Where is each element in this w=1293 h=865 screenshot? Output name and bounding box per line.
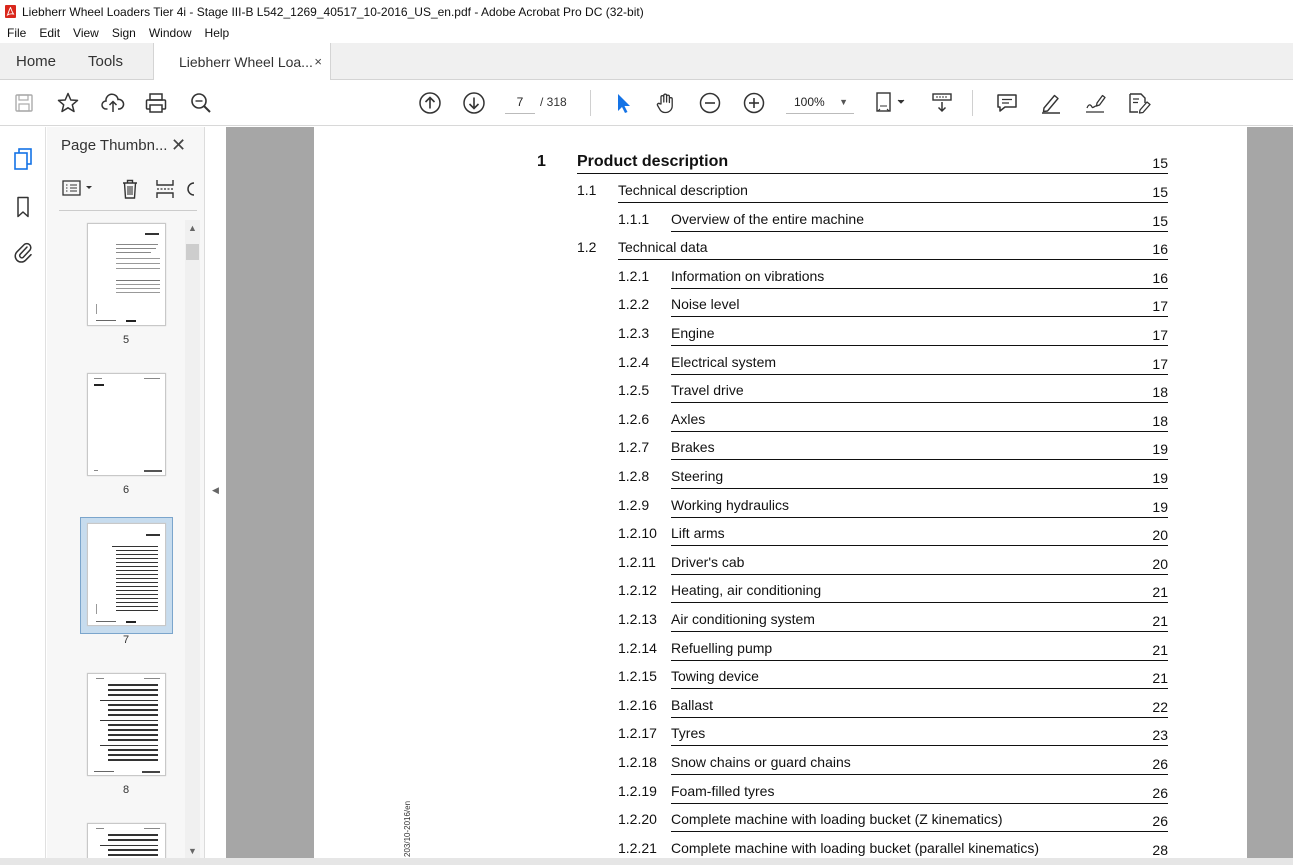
menu-window[interactable]: Window: [148, 26, 192, 40]
toc-entry-title: Refuelling pump: [671, 640, 773, 656]
toc-entry-title: Axles: [671, 411, 706, 427]
toc-entry-page: 26: [1152, 756, 1168, 772]
toc-entry-page: 19: [1152, 470, 1168, 486]
toc-entry-title: Air conditioning system: [671, 611, 815, 627]
page-thumbnails-panel: [47, 127, 205, 865]
highlight-icon[interactable]: [1038, 90, 1064, 116]
print-icon[interactable]: [143, 90, 169, 116]
toc-chapter-number: 1: [537, 153, 546, 170]
toc-entry-number: 1.2.14: [618, 640, 657, 656]
thumbnail-page-6[interactable]: [87, 373, 166, 476]
toc-entry-number: 1.2.3: [618, 325, 650, 341]
toc-entry-page: 21: [1152, 584, 1168, 600]
toc-entry-page: 15: [1152, 213, 1168, 229]
toc-entry-page: 19: [1152, 441, 1168, 457]
insert-page-icon[interactable]: [154, 178, 176, 205]
toc-rule: [671, 545, 1168, 546]
toc-entry-number: 1.2.19: [618, 783, 657, 799]
toc-rule: [671, 631, 1168, 632]
toc-entry-row[interactable]: [314, 725, 1168, 745]
toc-entry-row[interactable]: [314, 697, 1168, 717]
toc-rule: [671, 345, 1168, 346]
side-footer-text: 203/10-2016/en: [403, 800, 412, 857]
toc-entry-page: 19: [1152, 499, 1168, 515]
toc-entry-page: 17: [1152, 356, 1168, 372]
save-icon[interactable]: [11, 90, 37, 116]
thumbnail-label-5: 5: [122, 334, 130, 346]
toc-entry-number: 1.2.12: [618, 582, 657, 598]
toc-entry-page: 23: [1152, 727, 1168, 743]
scrollbar-thumb[interactable]: [186, 244, 199, 260]
toc-entry-page: 21: [1152, 642, 1168, 658]
zoom-level-select[interactable]: [786, 90, 854, 114]
toc-rule: [577, 173, 1168, 174]
toc-entry-page: 16: [1152, 241, 1168, 257]
toc-entry-number: 1.2.17: [618, 725, 657, 741]
toc-entry-row[interactable]: [314, 640, 1168, 660]
toc-entry-number: 1.2.1: [618, 268, 650, 284]
tab-document[interactable]: [153, 43, 331, 81]
tab-home[interactable]: Home: [16, 53, 57, 70]
menu-edit[interactable]: Edit: [39, 26, 61, 40]
toc-entry-number: 1.1: [577, 182, 597, 198]
zoom-level-value: 100%: [794, 95, 825, 109]
attachments-icon[interactable]: [11, 240, 35, 264]
toc-entry-row[interactable]: [314, 582, 1168, 602]
toc-entry-number: 1.2.11: [618, 554, 656, 570]
toc-entry-title: Towing device: [671, 668, 759, 684]
tab-tools[interactable]: Tools: [88, 53, 124, 70]
toc-chapter-row[interactable]: [314, 153, 1168, 173]
toc-rule: [671, 803, 1168, 804]
toc-rule: [671, 288, 1168, 289]
page-up-icon[interactable]: [417, 90, 443, 116]
tab-bar: [0, 43, 1293, 80]
thumbnail-page-7[interactable]: [87, 523, 166, 626]
thumbnails-scrollbar[interactable]: [185, 220, 200, 860]
pdf-page: [314, 127, 1247, 865]
toolbar-divider: [972, 90, 973, 116]
toc-entry-number: 1.2.8: [618, 468, 650, 484]
toc-entry-row[interactable]: [314, 182, 1168, 202]
toc-rule: [671, 688, 1168, 689]
toc-entry-page: 20: [1152, 556, 1168, 572]
toc-entry-title: Technical data: [618, 239, 708, 255]
toc-entry-number: 1.1.1: [618, 211, 650, 227]
toc-entry-row[interactable]: [314, 611, 1168, 631]
toc-entry-row[interactable]: [314, 325, 1168, 345]
upload-icon[interactable]: [100, 90, 126, 116]
toc-entry-row[interactable]: [314, 296, 1168, 316]
toc-entry-page: 28: [1152, 842, 1168, 858]
toc-entry-row[interactable]: [314, 497, 1168, 517]
menu-view[interactable]: View: [73, 26, 99, 40]
toc-rule: [671, 402, 1168, 403]
rotate-page-icon[interactable]: [185, 178, 195, 205]
chevron-down-icon: ▼: [839, 97, 848, 107]
toc-entry-title: Driver's cab: [671, 554, 745, 570]
scroll-mode-icon[interactable]: [929, 90, 955, 116]
toc-entry-row[interactable]: [314, 354, 1168, 374]
toc-entry-title: Tyres: [671, 725, 706, 741]
toc-rule: [671, 831, 1168, 832]
toc-entry-title: Overview of the entire machine: [671, 211, 864, 227]
page-count: / 318: [540, 95, 567, 109]
toc-entry-page: 20: [1152, 527, 1168, 543]
page-number-input[interactable]: 7: [505, 90, 535, 114]
toc-entry-page: 18: [1152, 413, 1168, 429]
toc-rule: [671, 231, 1168, 232]
side-footer: [403, 797, 415, 865]
bookmark-star-icon[interactable]: [55, 90, 81, 116]
toc-entry-title: Engine: [671, 325, 715, 341]
toc-chapter-page: 15: [1152, 155, 1168, 171]
thumbnail-label-6: 6: [122, 484, 130, 496]
toc-entry-title: Lift arms: [671, 525, 725, 541]
toc-rule: [671, 602, 1168, 603]
toc-entry-title: Travel drive: [671, 382, 744, 398]
thumbnail-page-8[interactable]: [87, 673, 166, 776]
fit-page-icon[interactable]: [872, 90, 910, 116]
tab-document-label: Liebherr Wheel Loa...: [179, 54, 313, 70]
toc-entry-row[interactable]: [314, 382, 1168, 402]
toc-entry-number: 1.2.9: [618, 497, 650, 513]
toc-entry-page: 17: [1152, 327, 1168, 343]
toc-rule: [671, 660, 1168, 661]
search-zoom-icon[interactable]: [188, 90, 214, 116]
toc-entry-number: 1.2.18: [618, 754, 657, 770]
toolbar-divider: [590, 90, 591, 116]
toc-entry-row[interactable]: [314, 668, 1168, 688]
toc-entry-page: 21: [1152, 613, 1168, 629]
toc-rule: [671, 374, 1168, 375]
toc-rule: [671, 431, 1168, 432]
toc-entry-page: 17: [1152, 298, 1168, 314]
scroll-up-icon[interactable]: ▲: [188, 223, 197, 233]
options-menu-icon[interactable]: [61, 178, 95, 203]
collapse-panel-icon[interactable]: ◀: [212, 485, 219, 495]
toc-rule: [671, 517, 1168, 518]
menu-help[interactable]: Help: [204, 26, 230, 40]
toc-entry-row[interactable]: [314, 411, 1168, 431]
toc-entry-number: 1.2.16: [618, 697, 657, 713]
toc-entry-row[interactable]: [314, 525, 1168, 545]
toc-rule: [671, 717, 1168, 718]
toc-entry-title: Information on vibrations: [671, 268, 825, 284]
toc-entry-row[interactable]: [314, 239, 1168, 259]
toc-entry-title: Heating, air conditioning: [671, 582, 822, 598]
panel-divider: [59, 210, 197, 211]
title-bar: [0, 0, 1293, 23]
zoom-in-icon[interactable]: [741, 90, 767, 116]
toc-entry-row[interactable]: [314, 783, 1168, 803]
toc-entry-row[interactable]: [314, 811, 1168, 831]
toc-entry-title: Electrical system: [671, 354, 777, 370]
document-viewport[interactable]: [226, 127, 1293, 865]
panel-title: Page Thumbn...: [61, 137, 168, 154]
toc-entry-title: Working hydraulics: [671, 497, 790, 513]
toc-entry-number: 1.2.6: [618, 411, 650, 427]
toc-entry-number: 1.2.2: [618, 296, 650, 312]
scroll-down-icon[interactable]: ▼: [188, 846, 197, 856]
toc-entry-row[interactable]: [314, 439, 1168, 459]
toc-rule: [671, 774, 1168, 775]
toc-entry-number: 1.2.5: [618, 382, 650, 398]
toc-rule: [671, 574, 1168, 575]
toc-entry-title: Brakes: [671, 439, 715, 455]
toc-entry-row[interactable]: [314, 754, 1168, 774]
navigation-rail: [0, 127, 46, 865]
toc-entry-number: 1.2.13: [618, 611, 657, 627]
delete-page-icon[interactable]: [120, 178, 140, 205]
menu-sign[interactable]: Sign: [111, 26, 136, 40]
zoom-out-icon[interactable]: [697, 90, 723, 116]
toc-entry-page: 26: [1152, 813, 1168, 829]
toc-entry-number: 1.2.15: [618, 668, 657, 684]
thumbnail-page-5[interactable]: [87, 223, 166, 326]
toc-chapter-title: Product description: [577, 153, 729, 170]
menu-bar: [0, 23, 1293, 43]
select-cursor-icon[interactable]: [609, 90, 635, 116]
hand-icon[interactable]: [653, 90, 679, 116]
toc-entry-number: 1.2.20: [618, 811, 657, 827]
bookmarks-icon[interactable]: [11, 195, 35, 219]
toc-entry-title: Steering: [671, 468, 724, 484]
toc-entry-row[interactable]: [314, 211, 1168, 231]
thumbnail-label-7: 7: [122, 634, 130, 646]
toc-entry-row[interactable]: [314, 840, 1168, 860]
toc-entry-row[interactable]: [314, 268, 1168, 288]
thumbnail-label-8: 8: [122, 784, 130, 796]
toc-rule: [671, 316, 1168, 317]
toc-entry-number: 1.2.10: [618, 525, 657, 541]
page-down-icon[interactable]: [461, 90, 487, 116]
menu-file[interactable]: File: [7, 26, 27, 40]
page-thumbnails-icon[interactable]: [11, 147, 35, 171]
acrobat-logo-icon: [5, 5, 16, 18]
sign-icon[interactable]: [1082, 90, 1108, 116]
toc-rule: [671, 745, 1168, 746]
panel-toolbar: [59, 174, 201, 202]
toc-entry-title: Complete machine with loading bucket (parallel kinematics): [671, 840, 1040, 856]
toc-entry-title: Noise level: [671, 296, 740, 312]
toc-entry-page: 16: [1152, 270, 1168, 286]
toc-rule: [671, 488, 1168, 489]
toc-entry-title: Complete machine with loading bucket (Z kinematics): [671, 811, 1003, 827]
toc-rule: [618, 202, 1168, 203]
toc-entry-number: 1.2.7: [618, 439, 650, 455]
toc-entry-page: 18: [1152, 384, 1168, 400]
toc-entry-page: 26: [1152, 785, 1168, 801]
bottom-scroll-strip: [0, 858, 1293, 865]
toc-entry-title: Technical description: [618, 182, 748, 198]
tab-close-icon[interactable]: ×: [314, 54, 322, 69]
panel-close-icon[interactable]: ✕: [171, 135, 187, 155]
toc-rule: [671, 459, 1168, 460]
toc-entry-number: 1.2.21: [618, 840, 657, 856]
redact-icon[interactable]: [1126, 90, 1152, 116]
toc-entry-title: Ballast: [671, 697, 714, 713]
toc-entry-row[interactable]: [314, 554, 1168, 574]
toc-rule: [618, 259, 1168, 260]
toc-entry-number: 1.2.4: [618, 354, 650, 370]
toc-entry-page: 21: [1152, 670, 1168, 686]
window-title: Liebherr Wheel Loaders Tier 4i - Stage III-B L542_1269_40517_10-2016_US_en.pdf - Adobe Acrobat Pro DC (32-bit): [22, 4, 644, 19]
toc-entry-title: Snow chains or guard chains: [671, 754, 851, 770]
toc-entry-page: 22: [1152, 699, 1168, 715]
toc-entry-row[interactable]: [314, 468, 1168, 488]
main-toolbar: [0, 80, 1293, 126]
toc-entry-title: Foam-filled tyres: [671, 783, 775, 799]
toc-entry-number: 1.2: [577, 239, 597, 255]
comment-icon[interactable]: [994, 90, 1020, 116]
panel-collapse-gutter: [206, 127, 226, 865]
toc-entry-page: 15: [1152, 184, 1168, 200]
